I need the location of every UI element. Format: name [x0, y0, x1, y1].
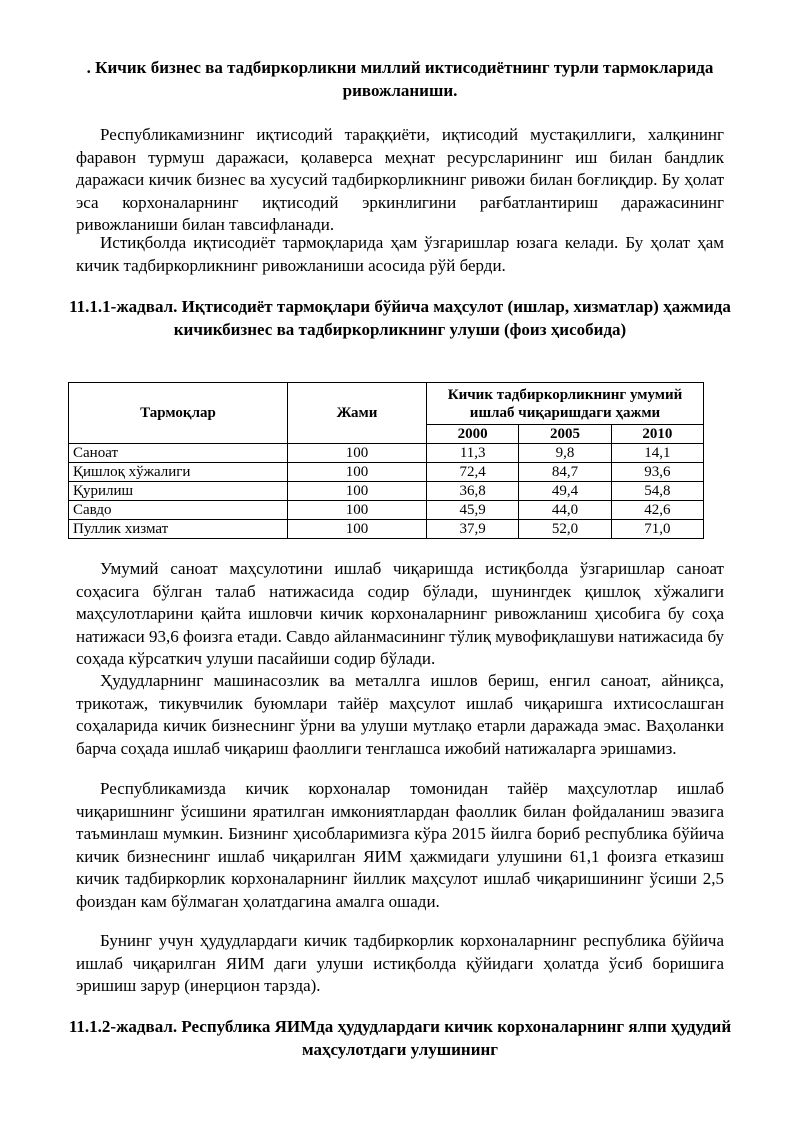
- paragraph: Республикамизда кичик корхоналар томонидан тайёр маҳсулотлар ишлаб чиқаришнинг ўсишини яратилган имкониятлардан фаоллик билан фойдаланиш эвазига таъминлаш мумкин. Бизнинг ҳисобларимизга кўра 2015 йилга бориб республика бўйича кичик бизнеснинг ишлаб чиқарилган ЯИМ ҳажмидаги улушини 61,1 фоизга етказиш кичик тадбиркорлик корхоналарнинг йиллик маҳсулот ишлаб чиқаришининг ўсиши 2,5 фоиздан кам бўлмаган ҳолатдагина амалга ошади.: [76, 779, 724, 911]
- table-caption: 11.1.1-жадвал. Иқтисодиёт тармоқлари бўйича маҳсулот (ишлар, хизматлар) ҳажмида кичикбизнес ва тадбиркорликнинг улуши (фоиз ҳисобида): [69, 297, 731, 339]
- row-label: Савдо: [69, 501, 288, 520]
- table-cell: 100: [288, 520, 427, 539]
- table-cell: 36,8: [427, 482, 519, 501]
- column-header-year: 2010: [611, 425, 703, 444]
- table-row: [69, 501, 704, 520]
- table-cell: 93,6: [611, 463, 703, 482]
- table-cell: 52,0: [519, 520, 611, 539]
- table-cell: 100: [288, 501, 427, 520]
- row-label: Пуллик хизмат: [69, 520, 288, 539]
- column-header-year: 2000: [427, 425, 519, 444]
- table-cell: 100: [288, 482, 427, 501]
- table-cell: 100: [288, 463, 427, 482]
- column-header-group: Кичик тадбиркорликнинг умумий ишлаб чиқаришдаги ҳажми: [427, 383, 704, 425]
- data-table: [68, 382, 704, 539]
- paragraph: Умумий саноат маҳсулотини ишлаб чиқаришда истиқболда ўзгаришлар саноат соҳасига бўлган талаб натижасида содир бўлади, шунингдек қишлоқ хўжалиги маҳсулотларини қайта ишловчи кичик корхоналарнинг ривожланиш ҳисобига бу соҳа натижаси 93,6 фоизга етади. Савдо айланмасининг тўлиқ мувофиқлашуви натижасида бу соҳада кўрсаткич улуши пасайиши содир бўлади.: [76, 559, 724, 668]
- table-row: [69, 520, 704, 539]
- row-label: Қурилиш: [69, 482, 288, 501]
- column-header-year: 2005: [519, 425, 611, 444]
- table-cell: 45,9: [427, 501, 519, 520]
- paragraph: Ҳудудларнинг машинасозлик ва металлга ишлов бериш, енгил саноат, айниқса, трикотаж, тикувчилик буюмлари тайёр маҳсулот ишлаб чиқаришга ихтисослашган соҳаларида кичик бизнеснинг ўрни ва улуши мутлақо етарли даражада эмас. Ваҳоланки барча соҳада ишлаб чиқариш фаоллиги тенглашса ижобий натижаларга эришамиз.: [76, 671, 724, 758]
- table-row: [69, 444, 704, 463]
- section-heading: . Кичик бизнес ва тадбиркорликни миллий иктисодиётнинг турли тармокларида ривожланиши.: [86, 58, 714, 100]
- table-cell: 9,8: [519, 444, 611, 463]
- table-cell: 11,3: [427, 444, 519, 463]
- table-cell: 14,1: [611, 444, 703, 463]
- table-row: [69, 463, 704, 482]
- table-cell: 44,0: [519, 501, 611, 520]
- paragraph: Бунинг учун ҳудудлардаги кичик тадбиркорлик корхоналарнинг республика бўйича ишлаб чиқарилган ЯИМ даги улуши истиқболда қўйидаги ҳолатда ўсиб боришига эришиш зарур (инерцион тарзда).: [76, 931, 724, 995]
- table-caption: 11.1.2-жадвал. Республика ЯИМда ҳудудлардаги кичик корхоналарнинг ялпи ҳудудий маҳсулотдаги улушининг: [68, 1017, 732, 1059]
- column-header-total: Жами: [288, 383, 427, 444]
- paragraph: Республикамизнинг иқтисодий тараққиёти, иқтисодий мустақиллиги, халқининг фаравон турмуш даражаси, қолаверса меҳнат ресурсларининг иш билан бандлик даражаси кичик бизнес ва хусусий тадбиркорликнинг ривожи билан боғлиқдир. Бу ҳолат эса корхоналарнинг иқтисодий эркинлигини рағбатлантириш даражасининг ривожланиши билан тавсифланади.: [76, 125, 724, 234]
- table-cell: 100: [288, 444, 427, 463]
- table-row: [69, 482, 704, 501]
- table-cell: 72,4: [427, 463, 519, 482]
- table-cell: 84,7: [519, 463, 611, 482]
- table-cell: 42,6: [611, 501, 703, 520]
- table-cell: 37,9: [427, 520, 519, 539]
- row-label: Қишлоқ хўжалиги: [69, 463, 288, 482]
- table-cell: 54,8: [611, 482, 703, 501]
- paragraph: Истиқболда иқтисодиёт тармоқларида ҳам ўзгаришлар юзага келади. Бу ҳолат ҳам кичик тадбиркорликнинг ривожланиши асосида рўй берди.: [76, 233, 724, 275]
- table-cell: 49,4: [519, 482, 611, 501]
- table-cell: 71,0: [611, 520, 703, 539]
- column-header-branch: Тармоқлар: [69, 383, 288, 444]
- row-label: Саноат: [69, 444, 288, 463]
